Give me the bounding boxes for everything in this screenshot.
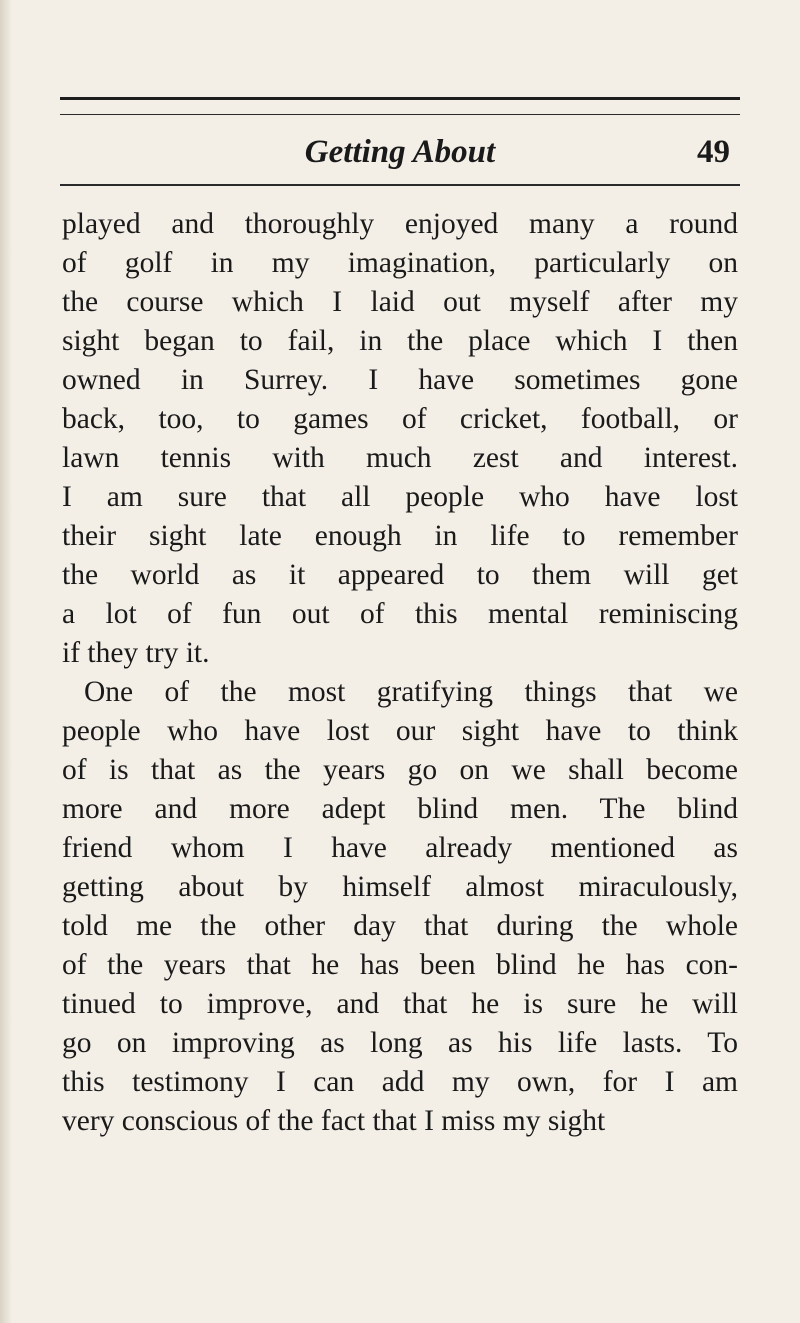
- text-line: the course which I laid out myself after my: [62, 286, 738, 318]
- paragraph: [62, 205, 738, 673]
- text-line: One of the most gratifying things that we: [84, 676, 738, 708]
- text-line: of is that as the years go on we shall become: [62, 754, 738, 786]
- text-line: go on improving as long as his life lasts. To: [62, 1027, 738, 1059]
- header-rule-thin: [60, 114, 740, 115]
- text-line: told me the other day that during the whole: [62, 910, 738, 942]
- text-line: back, too, to games of cricket, football, or: [62, 403, 738, 435]
- running-title: Getting About: [304, 134, 496, 170]
- text-line: lawn tennis with much zest and interest.: [62, 442, 738, 474]
- header-rule-bottom: [60, 184, 740, 186]
- text-line: friend whom I have already mentioned as: [62, 832, 738, 864]
- text-line: sight began to fail, in the place which I then: [62, 325, 738, 357]
- text-line: a lot of fun out of this mental reminiscing: [62, 598, 738, 630]
- page-number: 49: [697, 134, 730, 170]
- text-line: more and more adept blind men. The blind: [62, 793, 738, 825]
- page-edge-shadow: [0, 0, 12, 1323]
- text-line: tinued to improve, and that he is sure he will: [62, 988, 738, 1020]
- text-line: their sight late enough in life to remember: [62, 520, 738, 552]
- text-line: if they try it.: [62, 637, 210, 669]
- text-line: of the years that he has been blind he has con-: [62, 949, 738, 981]
- text-line: the world as it appeared to them will get: [62, 559, 738, 591]
- text-line: of golf in my imagination, particularly on: [62, 247, 738, 279]
- text-line: played and thoroughly enjoyed many a round: [62, 208, 738, 240]
- header-rule-thick: [60, 97, 740, 100]
- text-line: very conscious of the fact that I miss my sight: [62, 1105, 606, 1137]
- body-text: [62, 205, 738, 1141]
- text-line: getting about by himself almost miraculously,: [62, 871, 738, 903]
- text-line: I am sure that all people who have lost: [62, 481, 738, 513]
- text-line: owned in Surrey. I have sometimes gone: [62, 364, 738, 396]
- text-line: people who have lost our sight have to think: [62, 715, 738, 747]
- text-line: this testimony I can add my own, for I am: [62, 1066, 738, 1098]
- running-head: [60, 130, 740, 174]
- paragraph: [62, 673, 738, 1141]
